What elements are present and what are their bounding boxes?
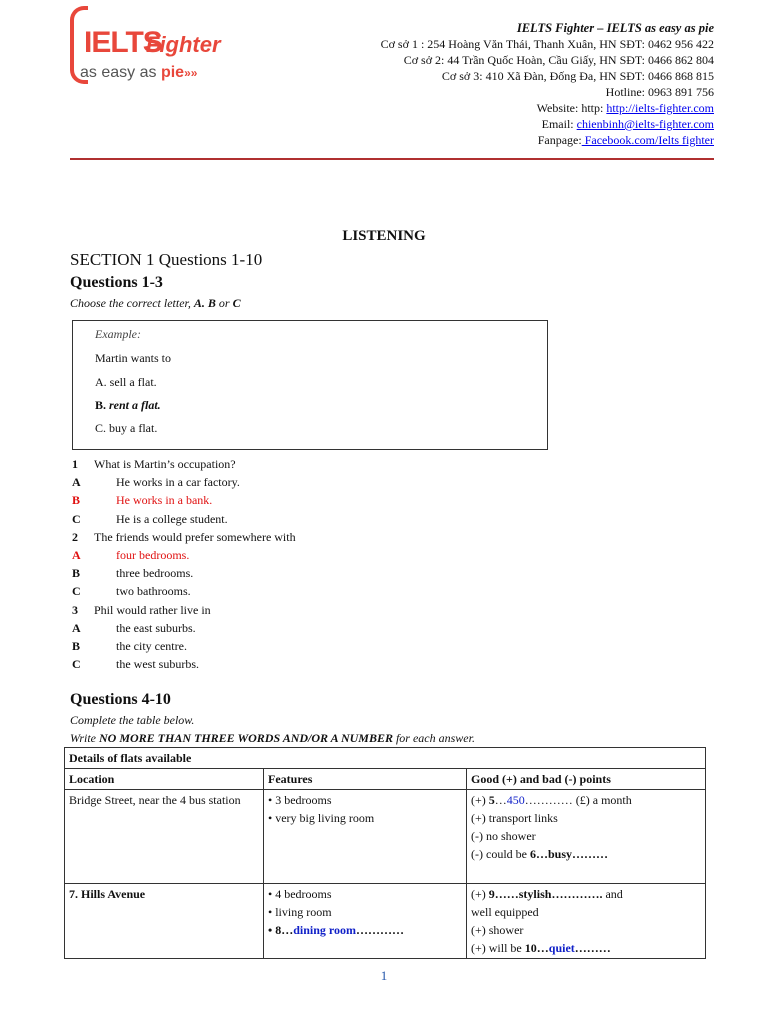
row1-p1-dots: … (494, 793, 507, 807)
logo-tagline-pie: pie (160, 64, 185, 81)
instr2-pre: Write (70, 731, 99, 745)
option-letter: B (72, 566, 81, 581)
section-heading: SECTION 1 Questions 1-10 (70, 250, 263, 269)
option-text: What is Martin’s occupation? (94, 457, 236, 471)
row2-location: 7. Hills Avenue (65, 884, 264, 959)
ielts-fighter-logo (70, 4, 230, 86)
row2-point-3 (471, 939, 701, 957)
row2-p3-num: 10… (524, 941, 549, 955)
question-option (72, 566, 472, 582)
row2-point-1 (471, 885, 701, 903)
row2-f3-post: ………… (356, 923, 404, 937)
row1-answer-6: 6…busy (529, 847, 573, 861)
row1-p1-post: ………… (£) a month (524, 793, 632, 807)
option-letter: B (72, 639, 81, 653)
row2-feature-2: • living room (268, 905, 332, 919)
row1-points (467, 790, 706, 884)
row2-points (467, 884, 706, 959)
option-letter: C (72, 584, 81, 599)
question-option (72, 548, 472, 564)
website-link[interactable]: http://ielts-fighter.com (606, 101, 714, 115)
table-row (65, 884, 706, 959)
header-email (294, 116, 714, 132)
option-letter: A (72, 620, 81, 635)
column-header-location: Location (65, 769, 264, 790)
header-contacts (294, 20, 714, 148)
question-option (72, 621, 472, 637)
row2-answer-9: 9……stylish…………. (488, 887, 603, 901)
example-b-letter: B. (95, 398, 107, 412)
instr-text: Choose the correct letter, (70, 296, 194, 310)
table-header-row (65, 769, 706, 790)
fanpage-link[interactable]: Facebook.com/Ielts fighter (581, 133, 714, 147)
question-option (72, 475, 472, 491)
row2-p1-pre: (+) (471, 887, 489, 901)
row1-p1-pre: (+) (471, 793, 489, 807)
question-option (72, 584, 472, 600)
option-text: He is a college student. (116, 511, 228, 526)
header-line-1: Cơ sở 1 : 254 Hoàng Văn Thái, Thanh Xuân, HN SĐT: 0462 956 422 (380, 37, 714, 51)
row2-feature-1: • 4 bedrooms (268, 887, 332, 901)
option-text: three bedrooms. (116, 566, 194, 581)
row1-p1-num: 5 (488, 793, 495, 807)
question-option (72, 493, 472, 509)
option-letter: A (72, 548, 81, 562)
option-text: the east suburbs. (116, 620, 196, 635)
row1-point-2: (+) transport links (471, 811, 558, 825)
option-letter: B (72, 493, 81, 508)
option-letter: C (72, 511, 81, 526)
page-number: 1 (380, 968, 388, 983)
question-option (72, 657, 472, 673)
question-stem (72, 457, 472, 473)
row1-feature-2: • very big living room (268, 811, 375, 825)
instr-letters: A. B (193, 296, 216, 310)
table-row (65, 790, 706, 884)
questions-1-3-heading: Questions 1-3 (70, 274, 163, 291)
header-divider (70, 158, 714, 160)
fanpage-label: Fanpage: (537, 133, 582, 147)
questions-4-10-instruction-2 (70, 731, 475, 746)
example-stem: Martin wants to (95, 351, 171, 365)
logo-brand-main: IELTS (84, 26, 162, 59)
listening-heading: LISTENING (342, 228, 426, 244)
option-text: two bathrooms. (116, 584, 191, 599)
option-text: the west suburbs. (116, 657, 199, 672)
example-option-b (95, 398, 161, 413)
option-text: four bedrooms. (116, 548, 190, 562)
row1-point-4 (471, 845, 701, 863)
website-label: Website: http: (536, 101, 607, 115)
row2-feature-3 (268, 921, 462, 939)
instr2-bold: NO MORE THAN THREE WORDS AND/OR A NUMBER (99, 731, 393, 745)
row1-p4-post: ……… (572, 847, 609, 861)
example-label: Example: (95, 327, 141, 341)
questions-1-3-instruction (70, 296, 241, 311)
instr-or: or (215, 296, 233, 310)
row1-point-1 (471, 791, 701, 809)
option-text: the city centre. (116, 639, 187, 653)
column-header-points: Good (+) and bad (-) points (467, 769, 706, 790)
row2-p1-post: and (602, 887, 623, 901)
option-text: He works in a bank. (116, 493, 213, 508)
row2-point-1b: well equipped (471, 905, 539, 919)
column-header-features: Features (264, 769, 467, 790)
option-text: The friends would prefer somewhere with (94, 529, 296, 544)
row2-p3-post: ……… (574, 941, 611, 955)
option-letter: 1 (72, 457, 78, 471)
row2-features (264, 884, 467, 959)
email-label: Email: (541, 117, 577, 131)
example-b-text: rent a flat. (106, 398, 161, 412)
flats-table (64, 747, 706, 959)
example-box (72, 320, 548, 450)
question-stem (72, 530, 472, 546)
row2-f3-num: • 8… (268, 923, 294, 937)
logo-arrow-icon: »» (184, 66, 198, 80)
example-option-a: A. sell a flat. (95, 375, 157, 389)
logo-tagline-text: as easy as (80, 64, 161, 81)
question-option (72, 512, 472, 528)
row1-features (264, 790, 467, 884)
example-option-c: C. buy a flat. (95, 421, 158, 435)
header-fanpage (294, 132, 714, 148)
header-website (294, 100, 714, 116)
row2-answer-8: dining room (293, 923, 356, 937)
row1-feature-1: • 3 bedrooms (268, 793, 332, 807)
email-link[interactable]: chienbinh@ielts-fighter.com (576, 117, 714, 131)
header-hotline: Hotline: 0963 891 756 (605, 85, 714, 99)
row1-answer-5: 450 (506, 793, 525, 807)
row2-point-2: (+) shower (471, 923, 524, 937)
instr2-post: for each answer. (392, 731, 475, 745)
instr-letter-c: C (232, 296, 241, 310)
option-letter: 3 (72, 602, 78, 617)
option-letter: A (72, 475, 81, 490)
option-text: He works in a car factory. (116, 475, 240, 490)
row1-p4-pre: (-) could be (471, 847, 530, 861)
option-text: Phil would rather live in (94, 602, 211, 617)
option-letter: C (72, 657, 81, 672)
row2-p3-pre: (+) will be (471, 941, 525, 955)
header-title: IELTS Fighter – IELTS as easy as pie (516, 21, 714, 35)
row1-point-3: (-) no shower (471, 829, 536, 843)
questions-4-10-heading: Questions 4-10 (70, 691, 171, 708)
question-stem (72, 603, 472, 619)
table-caption: Details of flats available (65, 748, 706, 769)
logo-brand-sub: Fighter (146, 32, 221, 57)
logo-tagline (80, 64, 197, 82)
option-letter: 2 (72, 529, 78, 544)
header-line-3: Cơ sở 3: 410 Xã Đàn, Đống Đa, HN SĐT: 0466 868 815 (441, 69, 714, 83)
header-line-2: Cơ sở 2: 44 Trần Quốc Hoàn, Cầu Giấy, HN SĐT: 0466 862 804 (403, 53, 714, 67)
question-option (72, 639, 472, 655)
row2-answer-10: quiet (548, 941, 575, 955)
questions-4-10-instruction-1: Complete the table below. (70, 713, 195, 727)
row1-location: Bridge Street, near the 4 bus station (65, 790, 264, 884)
table-caption-row (65, 748, 706, 769)
